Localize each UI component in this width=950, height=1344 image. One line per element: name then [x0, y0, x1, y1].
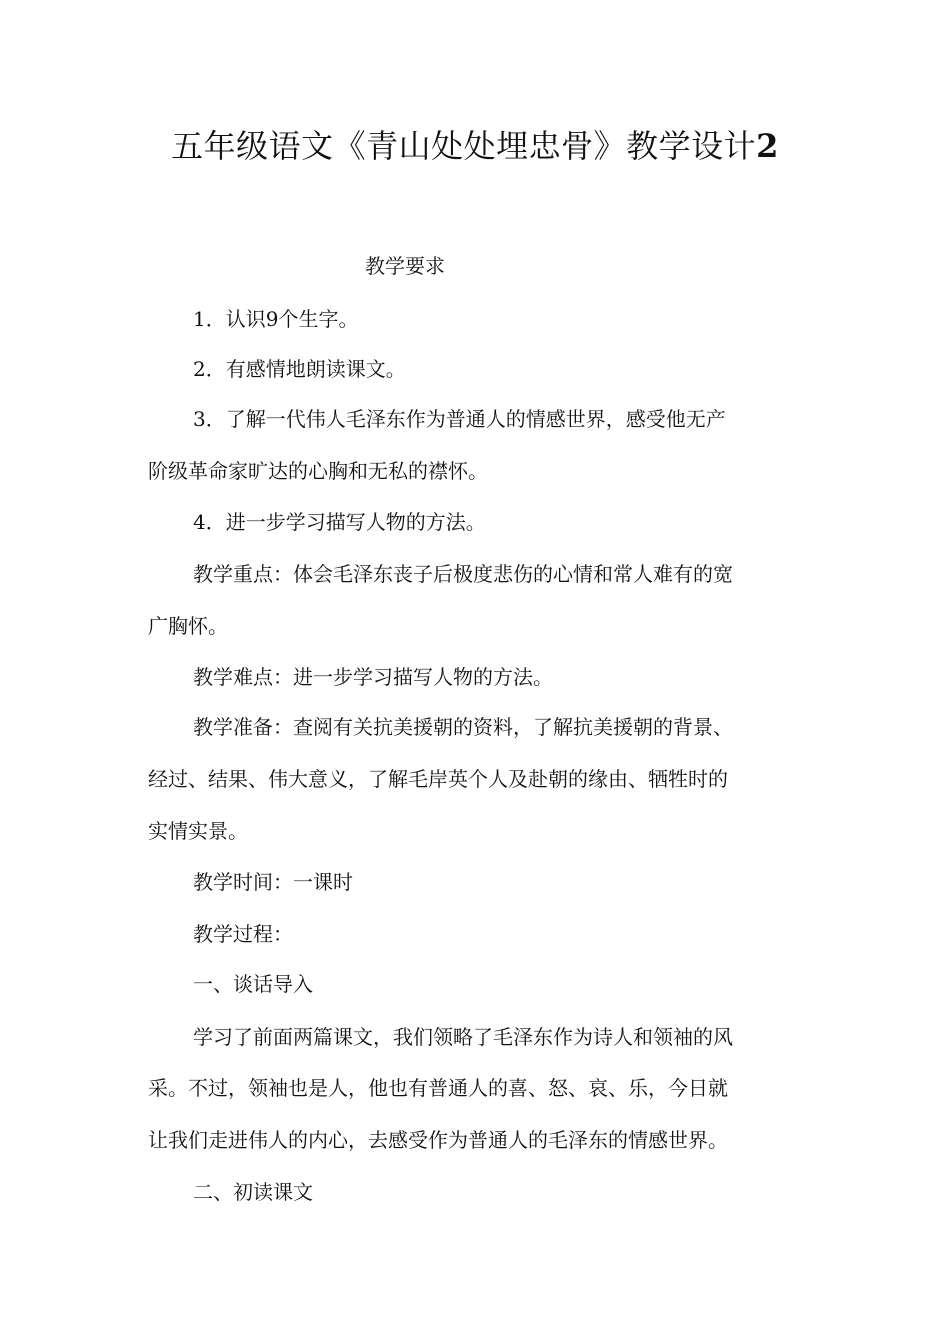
- teaching-process: 教学过程：: [193, 922, 293, 946]
- requirement-4: 4．进一步学习描写人物的方法。: [193, 510, 486, 534]
- intro-paragraph-line-2: 采。不过，领袖也是人，他也有普通人的喜、怒、哀、乐，今日就: [148, 1076, 728, 1100]
- intro-paragraph-line-1: 学习了前面两篇课文，我们领略了毛泽东作为诗人和领袖的风: [193, 1025, 733, 1049]
- preparation-continued-1: 经过、结果、伟大意义，了解毛岸英个人及赴朝的缘由、牺牲时的: [148, 767, 728, 791]
- preparation-continued-2: 实情实景。: [148, 819, 248, 843]
- requirement-1: 1．认识9个生字。: [193, 307, 359, 331]
- title-text: 五年级语文《青山处处埋忠骨》教学设计: [171, 127, 757, 165]
- difficult-points: 教学难点：进一步学习描写人物的方法。: [193, 665, 553, 689]
- teaching-time: 教学时间：一课时: [193, 870, 353, 894]
- requirement-3: 3．了解一代伟人毛泽东作为普通人的情感世界，感受他无产: [193, 407, 726, 431]
- key-points: 教学重点：体会毛泽东丧子后极度悲伤的心情和常人难有的宽: [193, 562, 733, 586]
- requirement-2: 2．有感情地朗读课文。: [193, 357, 406, 381]
- section-heading: 教学要求: [365, 254, 445, 278]
- preparation: 教学准备：查阅有关抗美援朝的资料，了解抗美援朝的背景、: [193, 715, 733, 739]
- document-title: [0, 122, 950, 170]
- requirement-3-continued: 阶级革命家旷达的心胸和无私的襟怀。: [148, 459, 488, 483]
- title-number: 2: [756, 127, 779, 165]
- key-points-continued: 广胸怀。: [148, 614, 228, 638]
- intro-paragraph-line-3: 让我们走进伟人的内心，去感受作为普通人的毛泽东的情感世界。: [148, 1128, 728, 1152]
- section-two-heading: 二、初读课文: [193, 1180, 313, 1204]
- section-one-heading: 一、谈话导入: [193, 972, 313, 996]
